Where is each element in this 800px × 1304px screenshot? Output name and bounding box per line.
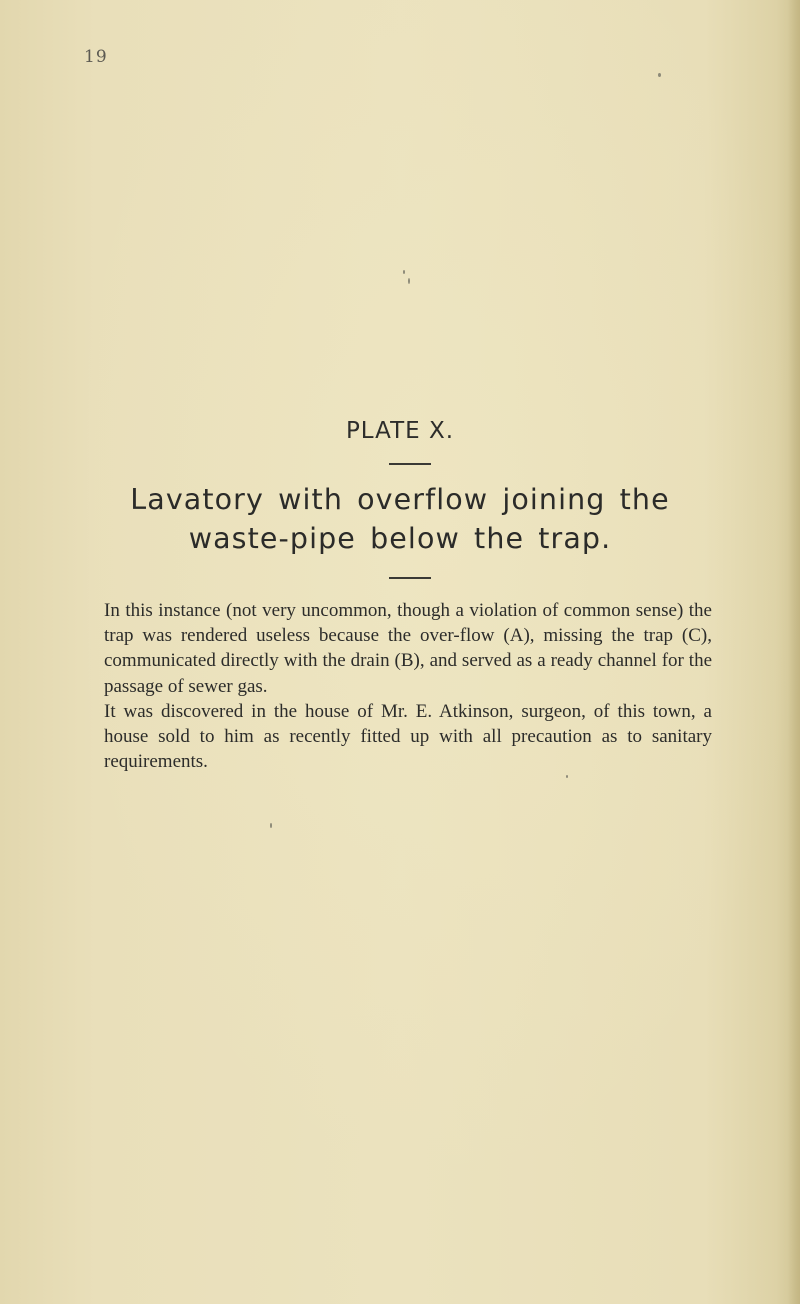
divider-rule bbox=[389, 463, 431, 465]
page-edge-shadow bbox=[788, 0, 800, 1304]
divider-rule bbox=[389, 577, 431, 579]
plate-title-line-2: waste-pipe below the trap. bbox=[188, 522, 612, 555]
paragraph: It was discovered in the house of Mr. E. Atkinson, surgeon, of this town, a house sold to him as recently fitted up with all precaution as to sanitary requirements. bbox=[104, 700, 712, 773]
paragraph: In this instance (not very uncommon, though a violation of common sense) the trap was rendered useless because the over-flow (A), missing the trap (C), communicated directly with the drain (B), and served as a ready channel for the passage of sewer gas. bbox=[104, 600, 712, 697]
plate-title bbox=[0, 480, 800, 558]
paper-speck bbox=[658, 73, 661, 77]
description-text bbox=[104, 598, 712, 774]
paper-speck bbox=[403, 270, 405, 274]
plate-label: PLATE X. bbox=[345, 418, 455, 444]
paper-speck bbox=[566, 775, 568, 778]
paper-speck bbox=[270, 823, 272, 828]
plate-title-line-1: Lavatory with overflow joining the bbox=[130, 483, 670, 516]
page-number: 19 bbox=[84, 47, 108, 67]
paper-speck bbox=[408, 278, 410, 284]
